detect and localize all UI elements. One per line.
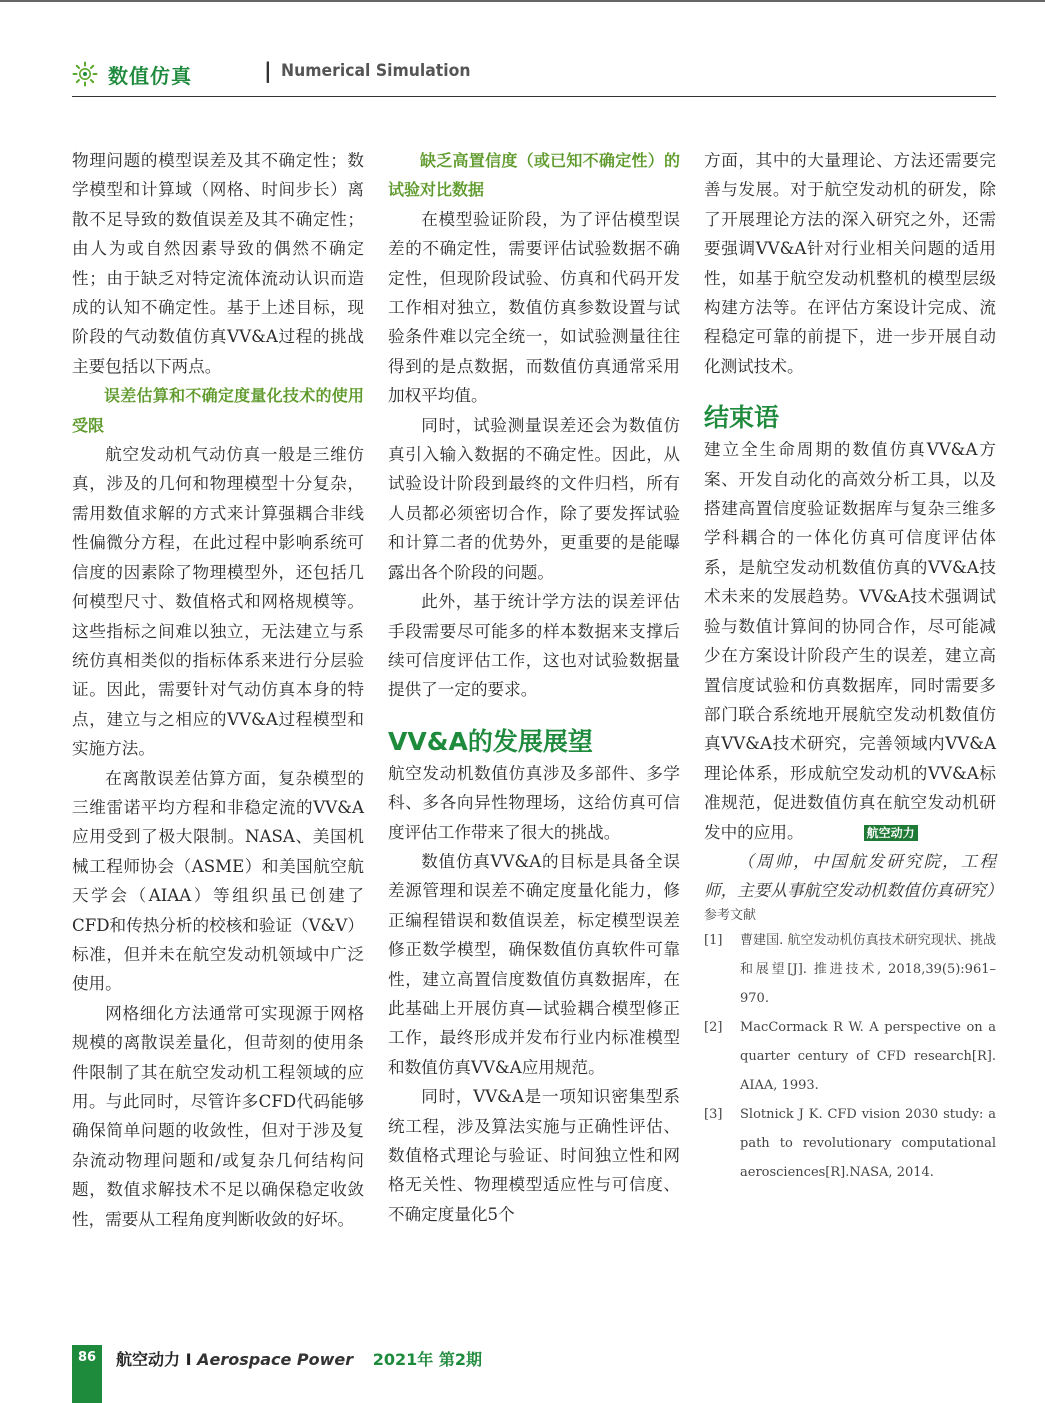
reference-item [704, 1013, 996, 1100]
journal-separator: I [185, 1350, 192, 1369]
journal-issue: 2021年 第2期 [372, 1350, 482, 1369]
section-heading: VV&A的发展展望 [388, 726, 593, 756]
subheading: 缺乏高置信度（或已知不确定性）的试验对比数据 [388, 151, 680, 200]
column-2 [388, 146, 680, 1229]
paragraph: 同时，VV&A是一项知识密集型系统工程，涉及算法实施与正确性评估、数值格式理论与验证、时间独立性和网格无关性、物理模型适应性与可信度、不确定度量化5个 [388, 1087, 680, 1224]
sun-logo-icon [72, 61, 98, 87]
reference-number: [2] [704, 1019, 723, 1035]
reference-text: MacCormack R W. A perspective on a quarter century of CFD research[R]. AIAA, 1993. [740, 1019, 996, 1093]
reference-number: [3] [704, 1106, 723, 1122]
journal-badge: 航空动力 [864, 825, 918, 841]
section-header [72, 56, 996, 97]
section-heading: 结束语 [704, 403, 780, 433]
paragraph: 航空发动机数值仿真涉及多部件、多学科、多各向异性物理场，这给仿真可信度评估工作带来了很大的挑战。 [388, 763, 680, 842]
paragraph: 方面，其中的大量理论、方法还需要完善与发展。对于航空发动机的研发，除了开展理论方法的深入研究之外，还需要强调VV&A针对行业相关问题的适用性，如基于航空发动机整机的模型层级构建方法等。在评估方案设计完成、流程稳定可靠的前提下，进一步开展自动化测试技术。 [704, 151, 996, 376]
journal-title-cn: 航空动力 [116, 1350, 181, 1369]
paragraph [704, 435, 996, 847]
column-3 [704, 146, 1003, 1187]
paragraph: 此外，基于统计学方法的误差评估手段需要尽可能多的样本数据来支撑后续可信度评估工作，这也对试验数据量提供了一定的要求。 [388, 592, 680, 700]
reference-item [704, 1100, 996, 1187]
column-1 [72, 146, 364, 1234]
reference-number: [1] [704, 932, 723, 948]
journal-title-en: Aerospace Power [197, 1350, 354, 1369]
journal-footer [116, 1347, 482, 1370]
section-title-en: Numerical Simulation [281, 61, 471, 81]
top-rule [0, 0, 1045, 2]
paragraph: 同时，试验测量误差还会为数值仿真引入输入数据的不确定性。因此，从试验设计阶段到最终的文件归档，所有人员都必须密切合作，除了要发挥试验和计算二者的优势外，更重要的是能曝露出各个阶段的问题。 [388, 415, 680, 582]
reference-item [704, 926, 996, 1013]
references-title: 参考文献 [704, 907, 757, 923]
paragraph: 航空发动机气动仿真一般是三维仿真，涉及的几何和物理模型十分复杂，需用数值求解的方式来计算强耦合非线性偏微分方程，在此过程中影响系统可信度的因素除了物理模型外，还包括几何模型尺寸、数值格式和网格规模等。这些指标之间难以独立，无法建立与系统仿真相类似的指标体系来进行分层验证。因此，需要针对气动仿真本身的特点，建立与之相应的VV&A过程模型和实施方法。 [72, 445, 364, 759]
section-separator: | [264, 59, 272, 83]
paragraph: 网格细化方法通常可实现源于网格规模的离散误差量化，但苛刻的使用条件限制了其在航空发动机工程领域的应用。与此同时，尽管许多CFD代码能够确保简单问题的收敛性，但对于涉及复杂流动物理问题和/或复杂几何结构问题，数值求解技术不足以确保稳定收敛性，需要从工程角度判断收敛的好坏。 [72, 1003, 364, 1229]
paragraph: 物理问题的模型误差及其不确定性；数学模型和计算域（网格、时间步长）离散不足导致的数值误差及其不确定性；由人为或自然因素导致的偶然不确定性；由于缺乏对特定流体流动认识而造成的认知不确定性。基于上述目标，现阶段的气动数值仿真VV&A过程的挑战主要包括以下两点。 [72, 151, 364, 376]
page-number: 86 [77, 1350, 97, 1365]
subheading: 误差估算和不确定度量化技术的使用受限 [72, 386, 364, 435]
section-title-cn: 数值仿真 [108, 64, 192, 88]
paragraph: 数值仿真VV&A的目标是具备全误差源管理和误差不确定度量化能力，修正编程错误和数值误差，标定模型误差修正数学模型，确保数值仿真软件可靠性，建立高置信度数值仿真数据库，在此基础上开展仿真—试验耦合模型修正工作，最终形成并发布行业内标准模型和数值仿真VV&A应用规范。 [388, 851, 680, 1077]
reference-text: 曹建国. 航空发动机仿真技术研究现状、挑战和展望[J]. 推进技术, 2018,39(5):961–970. [740, 932, 996, 1006]
paragraph: 在模型验证阶段，为了评估模型误差的不确定性，需要评估试验数据不确定性，但现阶段试验、仿真和代码开发工作相对独立，数值仿真参数设置与试验条件难以完全统一，如试验测量往往得到的是点数据，而数值仿真通常采用加权平均值。 [388, 209, 680, 406]
paragraph: 在离散误差估算方面，复杂模型的三维雷诺平均方程和非稳定流的VV&A应用受到了极大限制。NASA、美国机械工程师协会（ASME）和美国航空航天学会（AIAA）等组织虽已创建了CFD和传热分析的校核和验证（V&V）标准，但并未在航空发动机领域中广泛使用。 [72, 768, 364, 994]
author-note: （周帅，中国航发研究院，工程师，主要从事航空发动机数值仿真研究） [704, 851, 1003, 901]
paragraph-text: 建立全生命周期的数值仿真VV&A方案、开发自动化的高效分析工具，以及搭建高置信度验证数据库与复杂三维多学科耦合的一体化仿真可信度评估体系，是航空发动机数值仿真的VV&A技术未来的发展趋势。VV&A技术强调试验与数值计算间的协同合作，尽可能减少在方案设计阶段产生的误差，建立高置信度试验和仿真数据库，同时需要多部门联合系统地开展航空发动机数值仿真VV&A技术研究，完善领域内VV&A理论体系，形成航空发动机的VV&A标准规范，促进数值仿真在航空发动机研发中的应用。 [704, 440, 996, 842]
reference-text: Slotnick J K. CFD vision 2030 study: a path to revolutionary computational aerosciences[R].NASA, 2014. [740, 1106, 996, 1180]
